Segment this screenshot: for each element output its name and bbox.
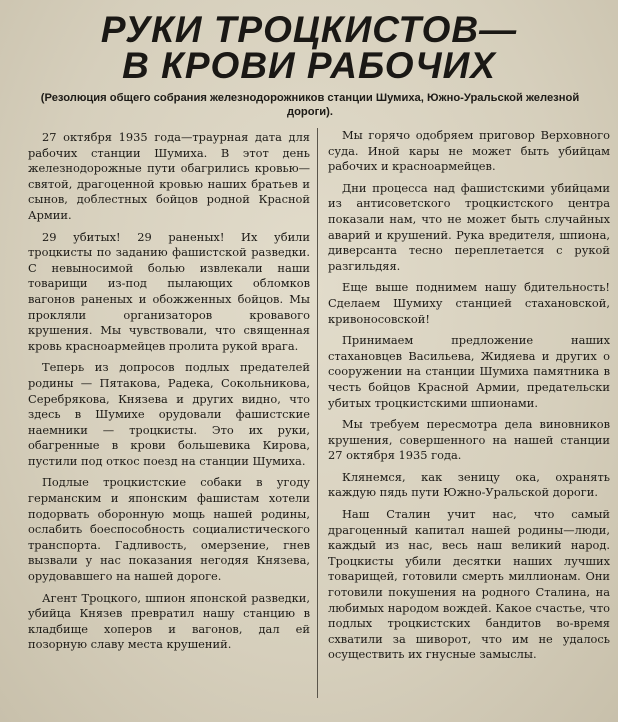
paragraph: Подлые троцкистские собаки в угоду германским и японским фашистам хотели подорвать оборонную мощь нашей родины, ослабить боеспособность социалистического транспорта. Гадливость, омерзение, гнев вызвали у нас показания негодяя Князева, орудовавшего на нашей дороге. xyxy=(28,475,310,584)
headline xyxy=(0,9,618,86)
paragraph: Клянемся, как зеницу ока, охранять каждую пядь пути Южно-Уральской дороги. xyxy=(328,469,610,500)
headline-line-2: В КРОВИ РАБОЧИХ xyxy=(122,45,496,86)
paragraph: Агент Троцкого, шпион японской разведки, убийца Князев превратил нашу станцию в кладбище хоперов и вагонов, дал ей позорную славу места крушений. xyxy=(28,590,310,652)
left-column xyxy=(28,130,310,659)
paragraph: Мы горячо одобряем приговор Верховного суда. Иной кары не может быть убийцам рабочих и красноармейцев. xyxy=(328,128,610,174)
paragraph: Дни процесса над фашистскими убийцами из антисоветского троцкистского центра показали нам, что не может быть случайных аварий и крушений. Рука вредителя, шпиона, диверсанта тесно переплетается с рукой разгильдяя. xyxy=(328,180,610,273)
column-divider xyxy=(317,128,318,698)
paragraph: Теперь из допросов подлых предателей родины — Пятакова, Радека, Сокольникова, Серебрякова, Князева и других видно, что здесь в Шумихе орудовали фашистские наемники — троцкисты. Это их руки, обагренные в крови большевика Кирова, пустили под откос поезд на станции Шумиха. xyxy=(28,360,310,468)
headline-line-1: РУКИ ТРОЦКИСТОВ— xyxy=(100,9,518,50)
paragraph: Принимаем предложение наших стахановцев Васильева, Жидяева и других о сооружении на станции Шумиха памятника в честь бойцов Красной Армии, предательски убитых троцкистскими шпионами. xyxy=(328,333,610,410)
paragraph: Наш Сталин учит нас, что самый драгоценный капитал нашей родины—люди, каждый из нас, весь наш великий народ. Троцкисты убили десятки наших лучших товарищей, готовили смерть миллионам. Они готовили покушения на родного Сталина, на любимых народом вождей. Какое счастье, что подлых троцкистских бандитов во-время схватили за шиворот, что им не удалось осуществить их гнусные замыслы. xyxy=(328,507,610,662)
right-column xyxy=(328,128,610,669)
resolution-subtitle: (Резолюция общего собрания железнодорожников станции Шумиха, Южно-Уральской железной дороги). xyxy=(40,92,580,118)
paragraph: Мы требуем пересмотра дела виновников крушения, совершенного на нашей станции 27 октября 1935 года. xyxy=(328,417,610,463)
paragraph: 27 октября 1935 года—траурная дата для рабочих станции Шумиха. В этот день железнодорожные пути обагрились кровью—святой, драгоценной кровью наших братьев и сынов, доблестных бойцов родной Красной Армии. xyxy=(28,130,310,222)
paragraph: 29 убитых! 29 раненых! Их убили троцкисты по заданию фашистской разведки. С невыносимой болью извлекали наши товарищи из-под пылающих обломков вагонов раненых и обожженных бойцов. Мы прокляли организаторов кровавого крушения. Мы чувствовали, что священная кровь красноармейцев пролита рукой врага. xyxy=(28,229,310,353)
paragraph: Еще выше поднимем нашу бдительность! Сделаем Шумиху станцией стахановской, кривоносовской! xyxy=(328,280,610,326)
